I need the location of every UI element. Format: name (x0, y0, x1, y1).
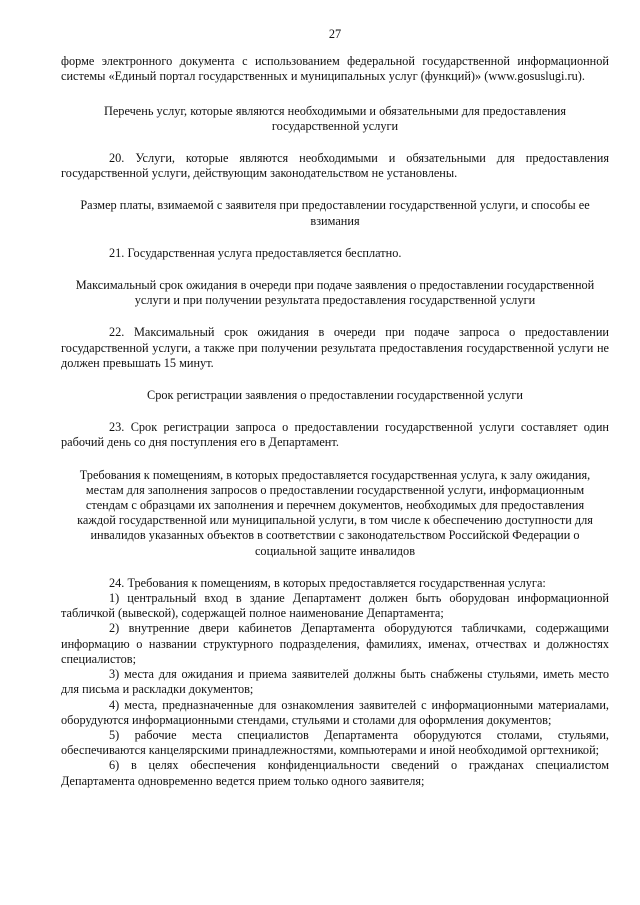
list-item: 2) внутренние двери кабинетов Департамента оборудуются табличками, содержащими информацию о названии структурного подразделения, фамилиях, именах, отчествах и должностях специалистов; (61, 621, 609, 666)
section-heading-registration: Срок регистрации заявления о предоставлении государственной услуги (147, 388, 523, 403)
paragraph-20: 20. Услуги, которые являются необходимыми и обязательными для предоставления государственной услуги, действующим законодательством не установлены. (61, 151, 609, 181)
section-heading-premises: Требования к помещениям, в которых предоставляется государственная услуга, к залу ожидания, местам для заполнения запросов о предоставлении государственной услуги, информационным стендам с образцами их заполнения и перечнем документов, необходимых для предоставления каждой государственной или муниципальной услуги, в том числе к обеспечению доступности для инвалидов указанных объектов в соответствии с законодательством Российской Федерации о социальной защите инвалидов (77, 467, 593, 558)
paragraph-23: 23. Срок регистрации запроса о предоставлении государственной услуги составляет один рабочий день со дня поступления его в Департамент. (61, 420, 609, 450)
list-item: 4) места, предназначенные для ознакомления заявителей с информационными материалами, оборудуются информационными стендами, стульями и столами для оформления документов; (61, 697, 609, 727)
intro-paragraph: форме электронного документа с использованием федеральной государственной информационной системы «Единый портал государственных и муниципальных услуг (функций)» (www.gosuslugi.ru). (61, 54, 609, 84)
section-heading-required-services: Перечень услуг, которые являются необходимыми и обязательными для предоставления государственной услуги (103, 103, 567, 133)
paragraph-24: 24. Требования к помещениям, в которых предоставляется государственная услуга: (109, 575, 546, 590)
list-item: 5) рабочие места специалистов Департамента оборудуются столами, стульями, обеспечиваются канцелярскими принадлежностями, компьютерами и иной необходимой оргтехникой; (61, 727, 609, 758)
section-heading-waiting-time: Максимальный срок ожидания в очереди при подаче заявления о предоставлении государственной услуги и при получении результата предоставления государственной услуги (75, 278, 595, 308)
document-page (61, 27, 609, 789)
list-item: 1) центральный вход в здание Департамент должен быть оборудован информационной табличкой (вывеской), содержащей полное наименование Департамента; (61, 591, 609, 621)
page-number: 27 (328, 27, 342, 41)
paragraph-21: 21. Государственная услуга предоставляется бесплатно. (109, 245, 402, 260)
paragraph-22: 22. Максимальный срок ожидания в очереди при подаче запроса о предоставлении государственной услуги, а также при получении результата предоставления государственной услуги не должен превышать 15 минут. (61, 325, 609, 370)
section-heading-fee: Размер платы, взимаемой с заявителя при предоставлении государственной услуги, и способы ее взимания (80, 198, 590, 228)
list-item: 6) в целях обеспечения конфиденциальности сведений о гражданах специалистом Департамента одновременно ведется прием только одного заявителя; (61, 758, 609, 788)
list-item: 3) места для ожидания и приема заявителей должны быть снабжены стульями, иметь место для письма и раскладки документов; (61, 667, 609, 697)
